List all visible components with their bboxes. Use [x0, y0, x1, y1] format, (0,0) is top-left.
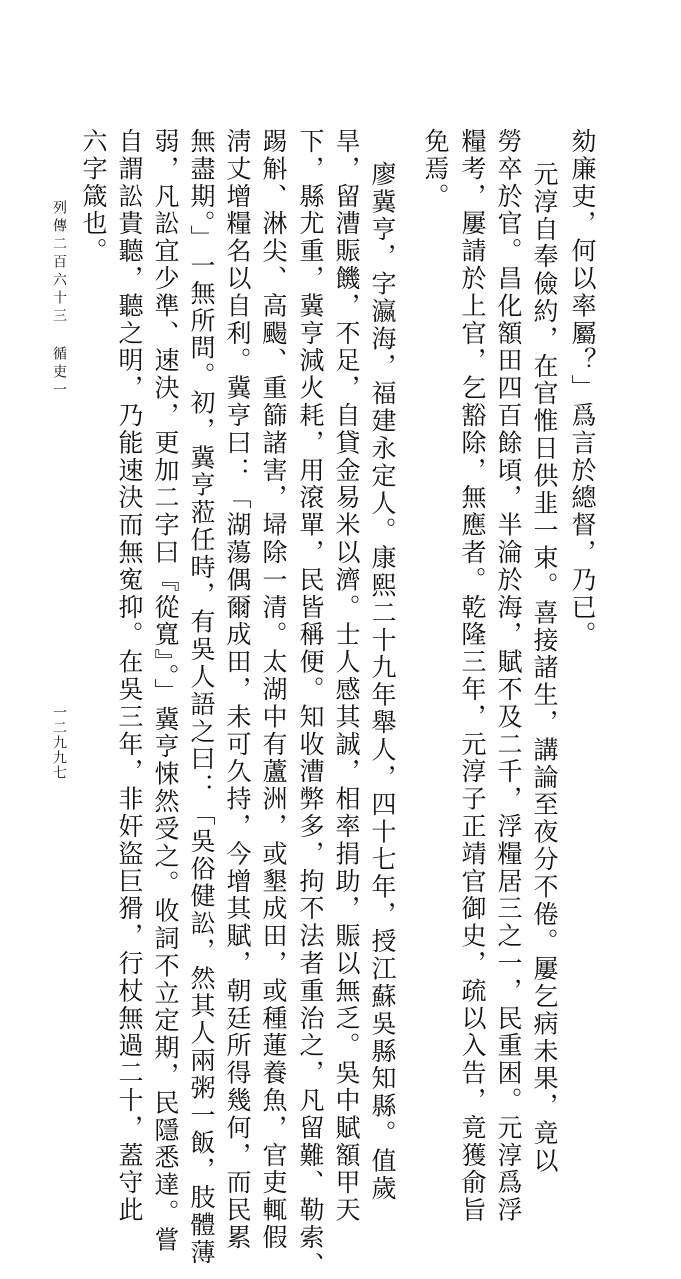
text-column-13: 自謂訟貴聽，聽之明，乃能速決而無寃抑。在吳三年，非奸盜巨猾，行杖無過二十，蓋守此 — [115, 128, 144, 1224]
text-column-2: 元淳自奉儉約，在官惟日供韭一束。喜接諸生，講論至夜分不倦。屢乞病未果，竟以 — [530, 161, 559, 1175]
text-column-6: 廖冀亨，字瀛海，福建永定人。康熙二十九年舉人，四十七年，授江蘇吳縣知縣。值歲 — [368, 161, 397, 1203]
text-column-12: 弱，凡訟宜少準、速決，更加二字曰『從寬』。」冀亨悚然受之。收詞不立定期，民隱悉達。嘗 — [151, 128, 180, 1254]
page-number: 一二九九七 — [51, 705, 67, 780]
text-column-8: 下，縣尤重，冀亨減火耗，用滾單，民皆稱便。知收漕弊多，拘不法者重治之，凡留難、勒索、 — [296, 128, 325, 1279]
text-column-7: 旱，留漕賑饑，不足，自貸金易米以濟。士人感其誠，相率捐助，賑以無乏。吳中賦額甲天 — [332, 128, 361, 1224]
text-column-14: 六字箴也。 — [79, 128, 108, 265]
text-column-3: 勞卒於官。昌化額田四百餘頃，半淪於海，賦不及二千，浮糧居三之一，民重困。元淳爲浮 — [494, 128, 523, 1224]
text-column-1: 劾廉吏，何以率屬？」爲言於總督，乃已。 — [568, 128, 597, 649]
running-header: 列傳二百六十三 循吏一 — [51, 200, 67, 400]
text-column-10: 淸丈增糧名以自利。冀亨曰：「湖蕩偶爾成田，未可久持，今增其賦，朝廷所得幾何，而民累 — [223, 128, 252, 1252]
text-column-11: 無盡期。」一無所問。初，冀亨蒞任時，有吳人語之曰：「吳俗健訟，然其人兩粥一飯，肢體薄 — [187, 128, 216, 1267]
text-column-4: 糧考，屢請於上官，乞豁除，無應者。乾隆三年，元淳子正靖官御史，疏以入告，竟獲俞旨 — [458, 128, 487, 1224]
text-column-9: 踢斛、淋尖、高颺、重篩諸害，埽除一清。太湖中有蘆洲，或墾成田，或種蓮養魚，官吏輒假 — [259, 128, 288, 1252]
text-column-5: 免焉。 — [421, 128, 450, 211]
